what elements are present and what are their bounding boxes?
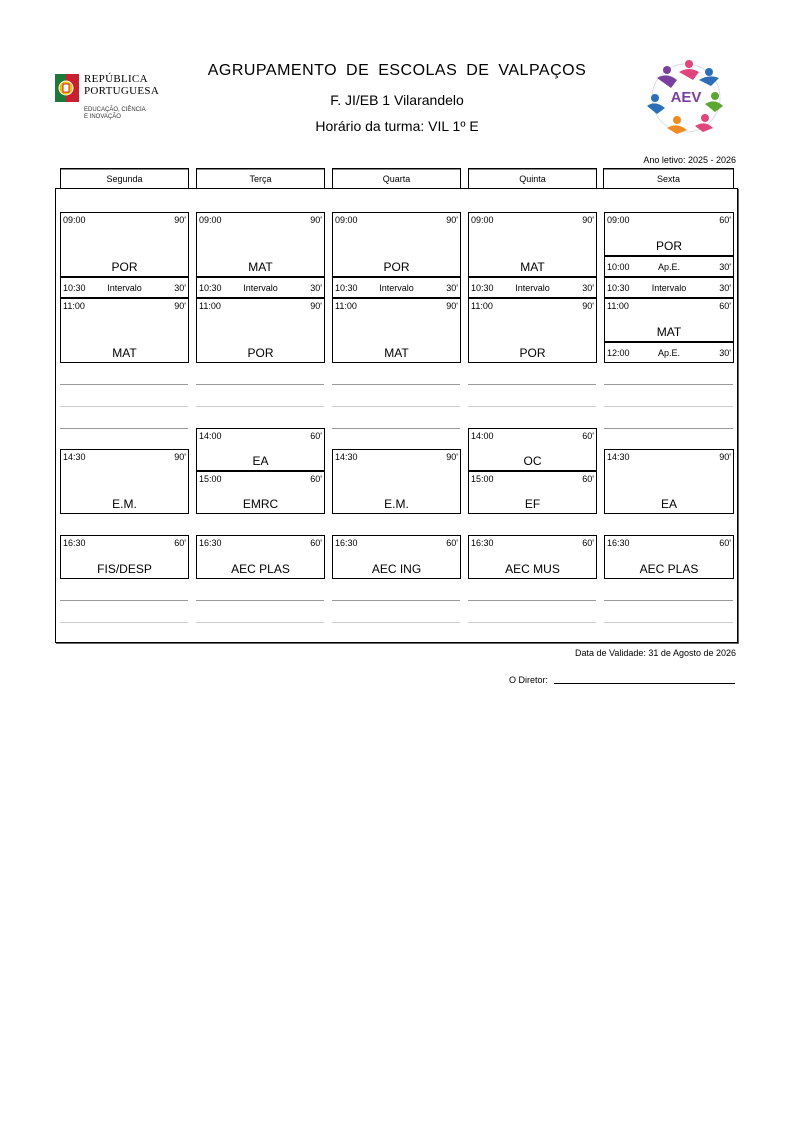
lesson-duration: 60' xyxy=(446,538,458,548)
day-header-terca: Terça xyxy=(196,168,325,188)
lesson-sexta-2[interactable] xyxy=(604,298,734,342)
lesson-time: 09:00 xyxy=(607,215,630,225)
lesson-subject: AEC PLAS xyxy=(639,562,699,576)
lesson-duration: 60' xyxy=(582,431,594,441)
support-label: Ap.E. xyxy=(657,348,680,358)
lesson-duration: 90' xyxy=(446,215,458,225)
day-header-quarta: Quarta xyxy=(332,168,461,188)
support-label: Ap.E. xyxy=(657,262,680,272)
school-year: Ano letivo: 2025 - 2026 xyxy=(643,155,736,165)
lesson-subject: EF xyxy=(524,497,541,511)
lesson-segunda-3[interactable] xyxy=(60,449,189,514)
lesson-duration: 60' xyxy=(310,474,322,484)
support-time: 10:00 xyxy=(607,262,630,272)
lesson-sexta-1[interactable] xyxy=(604,212,734,256)
lesson-duration: 60' xyxy=(719,538,731,548)
lesson-segunda-2[interactable] xyxy=(60,298,189,363)
lesson-time: 14:30 xyxy=(607,452,630,462)
lesson-subject: POR xyxy=(519,346,546,360)
support-sexta-1[interactable] xyxy=(604,256,734,277)
lesson-quarta-3[interactable] xyxy=(332,449,461,514)
lesson-terca-2[interactable] xyxy=(196,298,325,363)
lesson-subject: EA xyxy=(252,454,269,468)
break-duration: 30' xyxy=(719,283,731,293)
lesson-time: 14:00 xyxy=(471,431,494,441)
support-time: 12:00 xyxy=(607,348,630,358)
lesson-quinta-5[interactable] xyxy=(468,535,597,579)
lesson-duration: 90' xyxy=(310,301,322,311)
day-header-quinta: Quinta xyxy=(468,168,597,188)
break-time: 10:30 xyxy=(471,283,494,293)
lesson-duration: 90' xyxy=(310,215,322,225)
break-duration: 30' xyxy=(310,283,322,293)
lesson-subject: AEC PLAS xyxy=(231,562,290,576)
lesson-subject: MAT xyxy=(248,260,273,274)
lesson-quinta-3[interactable] xyxy=(468,428,597,471)
lesson-duration: 90' xyxy=(174,215,186,225)
lesson-time: 16:30 xyxy=(607,538,630,548)
break-quinta[interactable] xyxy=(468,277,597,298)
logo-text-line1: REPÚBLICA xyxy=(84,73,148,85)
break-label: Intervalo xyxy=(107,283,142,293)
break-label: Intervalo xyxy=(379,283,414,293)
lesson-segunda-1[interactable] xyxy=(60,212,189,277)
lesson-subject: MAT xyxy=(112,346,137,360)
lesson-time: 09:00 xyxy=(63,215,86,225)
lesson-quarta-4[interactable] xyxy=(332,535,461,579)
lesson-sexta-3[interactable] xyxy=(604,449,734,514)
lesson-time: 14:30 xyxy=(335,452,358,462)
lesson-time: 11:00 xyxy=(335,301,357,311)
break-terca[interactable] xyxy=(196,277,325,298)
break-time: 10:30 xyxy=(63,283,86,293)
break-segunda[interactable] xyxy=(60,277,189,298)
lesson-subject: OC xyxy=(523,454,542,468)
lesson-duration: 60' xyxy=(174,538,186,548)
break-label: Intervalo xyxy=(651,283,687,293)
school-name: F. JI/EB 1 Vilarandelo xyxy=(330,92,464,108)
logo-text-line4: E INOVAÇÃO xyxy=(84,114,121,120)
page-title: AGRUPAMENTO DE ESCOLAS DE VALPAÇOS xyxy=(207,62,587,79)
lesson-time: 16:30 xyxy=(471,538,494,548)
lesson-duration: 90' xyxy=(174,452,186,462)
lesson-subject: MAT xyxy=(384,346,409,360)
lesson-time: 09:00 xyxy=(335,215,358,225)
lesson-time: 16:30 xyxy=(335,538,358,548)
lesson-terca-3[interactable] xyxy=(196,428,325,471)
lesson-terca-5[interactable] xyxy=(196,535,325,579)
lesson-duration: 90' xyxy=(719,452,731,462)
day-header-segunda: Segunda xyxy=(60,168,189,188)
lesson-time: 11:00 xyxy=(199,301,221,311)
lesson-time: 09:00 xyxy=(471,215,494,225)
break-quarta[interactable] xyxy=(332,277,461,298)
lesson-duration: 90' xyxy=(446,452,458,462)
lesson-duration: 60' xyxy=(310,538,322,548)
lesson-quarta-2[interactable] xyxy=(332,298,461,363)
lesson-subject: E.M. xyxy=(384,497,409,511)
lesson-subject: EA xyxy=(660,497,677,511)
aev-logo-text: AEV xyxy=(670,89,702,106)
support-sexta-2[interactable] xyxy=(604,342,734,363)
logo-text-line2: PORTUGUESA xyxy=(84,85,160,97)
lesson-quinta-2[interactable] xyxy=(468,298,597,363)
lesson-subject: EMRC xyxy=(242,497,279,511)
lesson-duration: 90' xyxy=(446,301,458,311)
lesson-time: 11:00 xyxy=(471,301,493,311)
break-label: Intervalo xyxy=(243,283,278,293)
lesson-subject: AEC MUS xyxy=(505,562,560,576)
lesson-subject: POR xyxy=(111,260,138,274)
day-header-sexta: Sexta xyxy=(603,168,734,188)
lesson-subject: POR xyxy=(655,239,682,253)
lesson-subject: AEC ING xyxy=(371,562,422,576)
lesson-duration: 90' xyxy=(582,301,594,311)
lesson-duration: 60' xyxy=(582,538,594,548)
break-label: Intervalo xyxy=(515,283,550,293)
lesson-time: 15:00 xyxy=(471,474,494,484)
lesson-duration: 60' xyxy=(310,431,322,441)
lesson-time: 11:00 xyxy=(607,301,629,311)
lesson-subject: MAT xyxy=(656,325,682,339)
logo-text-line3: EDUCAÇÃO, CIÊNCIA xyxy=(84,107,146,113)
lesson-duration: 60' xyxy=(719,301,731,311)
lesson-time: 16:30 xyxy=(63,538,86,548)
lesson-quarta-1[interactable] xyxy=(332,212,461,277)
aev-logo xyxy=(643,58,729,138)
break-duration: 30' xyxy=(582,283,594,293)
lesson-duration: 90' xyxy=(582,215,594,225)
support-duration: 30' xyxy=(719,262,731,272)
lesson-duration: 90' xyxy=(174,301,186,311)
director-label: O Diretor: xyxy=(509,675,549,685)
break-duration: 30' xyxy=(446,283,458,293)
lesson-quinta-1[interactable] xyxy=(468,212,597,277)
lesson-subject: E.M. xyxy=(112,497,137,511)
lesson-subject: FIS/DESP xyxy=(97,562,152,576)
lesson-time: 16:30 xyxy=(199,538,222,548)
lesson-duration: 60' xyxy=(719,215,731,225)
lesson-time: 14:30 xyxy=(63,452,86,462)
break-time: 10:30 xyxy=(607,283,630,293)
lesson-terca-1[interactable] xyxy=(196,212,325,277)
class-label: Horário da turma: VIL 1º E xyxy=(315,118,479,134)
break-time: 10:30 xyxy=(335,283,358,293)
lesson-terca-4[interactable] xyxy=(196,471,325,514)
validity-date: Data de Validade: 31 de Agosto de 2026 xyxy=(575,648,736,658)
lesson-subject: MAT xyxy=(520,260,545,274)
lesson-segunda-4[interactable] xyxy=(60,535,189,579)
lesson-subject: POR xyxy=(383,260,410,274)
support-duration: 30' xyxy=(719,348,731,358)
lesson-quinta-4[interactable] xyxy=(468,471,597,514)
lesson-subject: POR xyxy=(247,346,274,360)
lesson-duration: 60' xyxy=(582,474,594,484)
lesson-time: 09:00 xyxy=(199,215,222,225)
director-signature-line xyxy=(554,683,735,684)
break-time: 10:30 xyxy=(199,283,222,293)
break-duration: 30' xyxy=(174,283,186,293)
lesson-time: 11:00 xyxy=(63,301,85,311)
lesson-time: 15:00 xyxy=(199,474,222,484)
break-sexta[interactable] xyxy=(604,277,734,298)
lesson-time: 14:00 xyxy=(199,431,222,441)
lesson-sexta-4[interactable] xyxy=(604,535,734,579)
